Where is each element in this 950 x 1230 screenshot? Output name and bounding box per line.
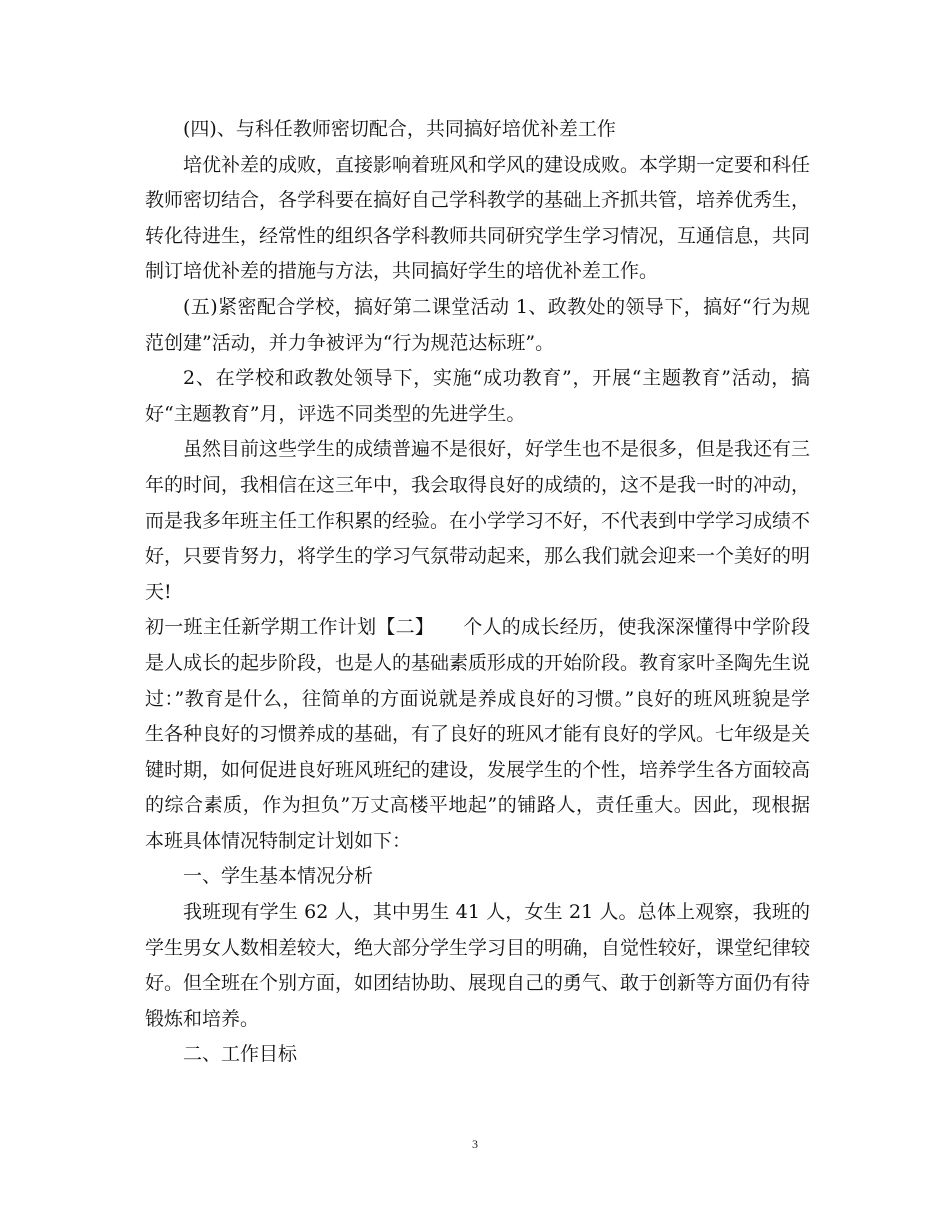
paragraph-section-4-heading: (四)、与科任教师密切配合，共同搞好培优补差工作 — [183, 118, 616, 140]
paragraph-tutoring: 培优补差的成败，直接影响着班风和学风的建设成败。本学期一定要和科任教师密切结合，各学科要在搞好自己学科教学的基础上齐抓共管，培养优秀生，转化待进生，经常性的组织各学科教师共同研究学生学习情况，互通信息，共同制订培优补差的措施与方法，共同搞好学生的培优补差工作。 — [145, 153, 811, 283]
paragraph-heading-work-goals: 二、工作目标 — [183, 1043, 298, 1066]
paragraph-plan-two-intro: 初一班主任新学期工作计划【二】 个人的成长经历，使我深深懂得中学阶段是人成长的起步阶段，也是人的基础素质形成的开始阶段。教育家叶圣陶先生说过：”教育是什么，往简单的方面说就是养成良好的习惯。”良好的班风班貌是学生各种良好的习惯养成的基础，有了良好的班风才能有良好的学风。七年级是关键时期，如何促进良好班风班纪的建设，发展学生的个性，培养学生各方面较高的综合素质，作为担负”万丈高楼平地起”的铺路人，责任重大。因此，现根据本班具体情况特制定计划如下： — [145, 616, 811, 852]
page-number: 3 — [472, 1137, 478, 1151]
paragraph-student-analysis: 我班现有学生 62 人，其中男生 41 人，女生 21 人。总体上观察，我班的学生男女人数相差较大，绝大部分学生学习目的明确，自觉性较好，课堂纪律较好。但全班在个别方面，如团结协助、展现自己的勇气、敢于创新等方面仍有待锻炼和培养。 — [145, 901, 811, 1030]
paragraph-item-2: 2、在学校和政教处领导下，实施“成功教育”，开展“主题教育”活动，搞好“主题教育”月，评选不同类型的先进学生。 — [145, 367, 810, 425]
paragraph-conclusion: 虽然目前这些学生的成绩普遍不是很好，好学生也不是很多，但是我还有三年的时间，我相信在这三年中，我会取得良好的成绩的，这不是我一时的冲动，而是我多年班主任工作积累的经验。在小学学习不好，不代表到中学学习成绩不好，只要肯努力，将学生的学习气氛带动起来，那么我们就会迎来一个美好的明天! — [145, 438, 811, 603]
paragraph-section-5: (五)紧密配合学校，搞好第二课堂活动 1、政教处的领导下，搞好“行为规范创建”活动，并力争被评为“行为规范达标班”。 — [145, 295, 810, 354]
document-body — [145, 112, 810, 1073]
paragraph-heading-student-analysis: 一、学生基本情况分析 — [183, 865, 374, 888]
